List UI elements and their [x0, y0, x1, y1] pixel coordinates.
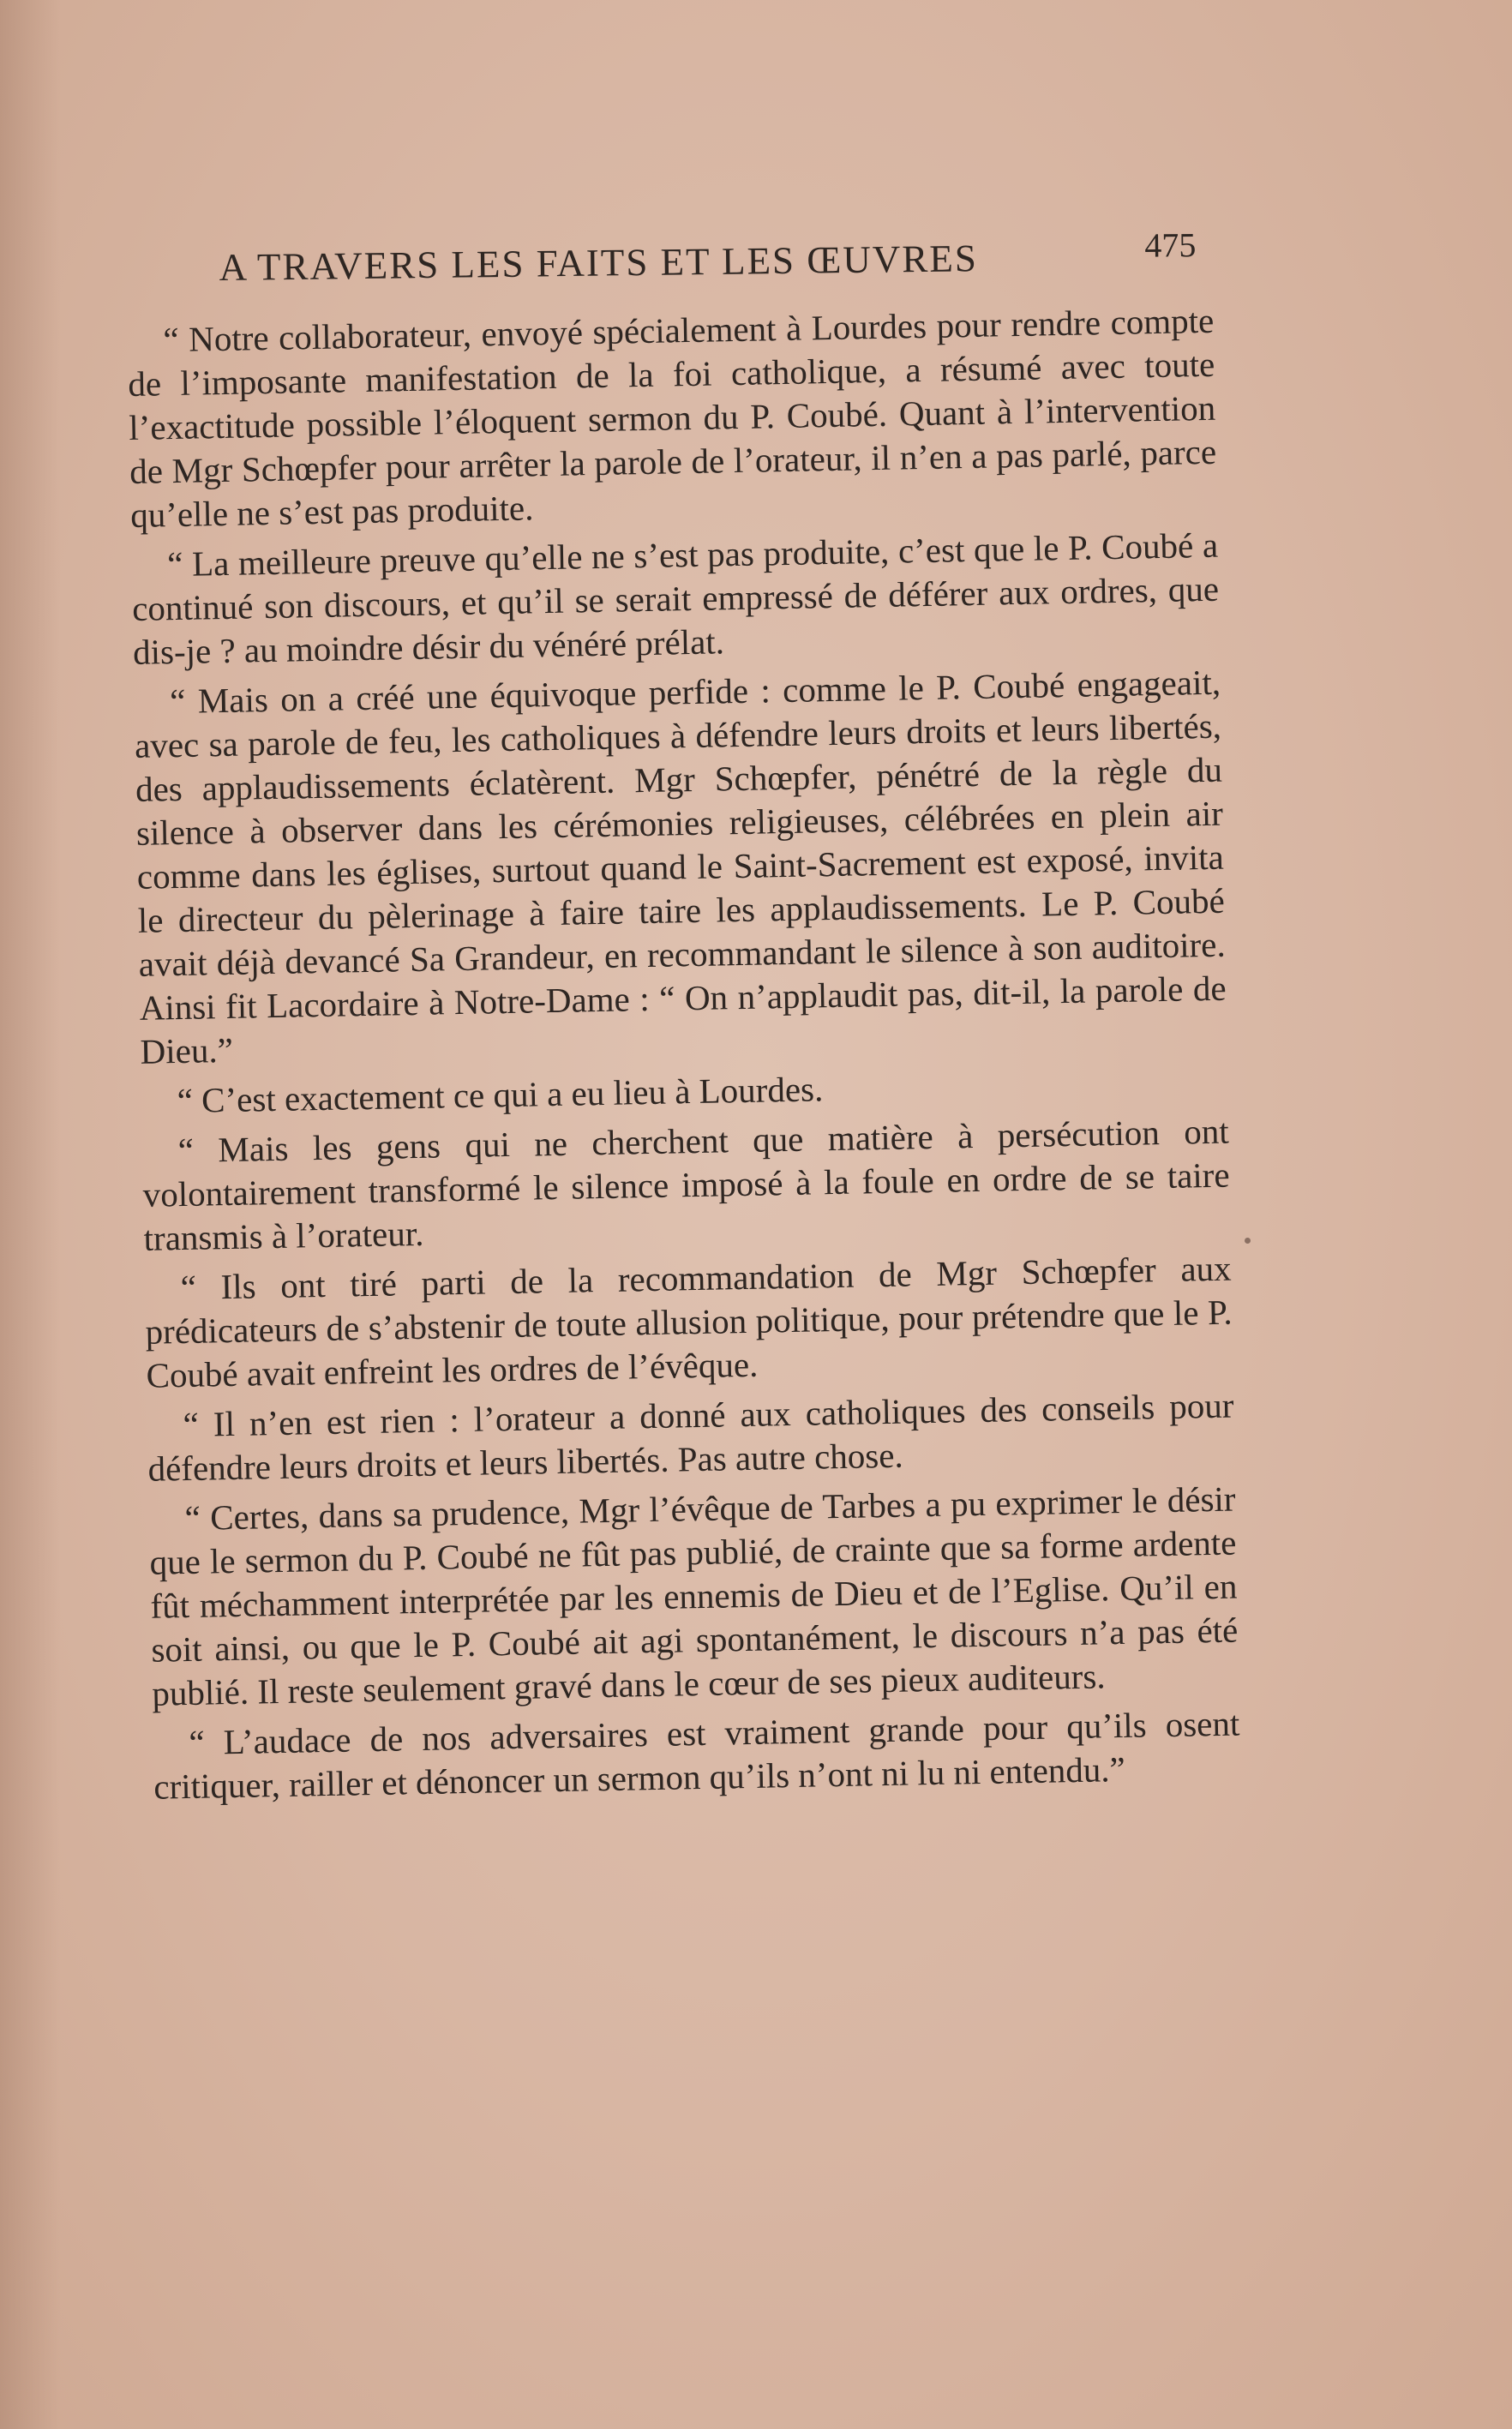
page-number: 475 — [1144, 225, 1197, 265]
running-title: A TRAVERS LES FAITS ET LES ŒUVRES — [219, 237, 979, 289]
paragraph-4: “ C’est exactement ce qui a eu lieu à Lourdes. — [177, 1069, 824, 1121]
paragraph-5: “ Mais les gens qui ne cherchent que matière à persécution ont volontairement transformé le silence imposé à la foule en ordre de se taire transmis à l’orateur. — [142, 1111, 1230, 1258]
body-text — [127, 299, 1241, 1815]
paragraph-2: “ La meilleure preuve qu’elle ne s’est pas produite, c’est que le P. Coubé a continué son discours, et qu’il se serait empressé de déférer aux ordres, que dis-je ? au moindre désir du vénéré prélat. — [131, 525, 1220, 672]
running-head — [219, 218, 1205, 298]
paragraph-6: “ Ils ont tiré parti de la recommandation de Mgr Schœpfer aux prédicateurs de s’abstenir de toute allusion politique, pour prétendre que le P. Coubé avait enfreint les ordres de l’évêque. — [145, 1248, 1233, 1395]
page-gutter-shadow — [0, 0, 60, 2429]
paragraph-1: “ Notre collaborateur, envoyé spécialement à Lourdes pour rendre compte de l’imposante manifestation de la foi catholique, a résumé avec toute l’exactitude possible l’éloquent sermon du P. Coubé. Quant à l’intervention de Mgr Schœpfer pour arrêter la parole de l’orateur, il n’en a pas parlé, parce qu’elle ne s’est pas produite. — [127, 300, 1217, 535]
paper-speck — [1245, 1238, 1251, 1244]
paragraph-9: “ L’audace de nos adversaires est vraiment grande pour qu’ils osent critiquer, railler et dénoncer un sermon qu’ils n’ont ni lu ni entendu.” — [153, 1703, 1240, 1807]
paragraph-3: “ Mais on a créé une équivoque perfide : comme le P. Coubé engageait, avec sa parole de feu, les catholiques à défendre leurs droits et leurs libertés, des applaudissements éclatèrent. Mgr Schœpfer, pénétré de la règle du silence à observer dans les cérémonies religieuses, célébrées en plein air comme dans les églises, surtout quand le Saint-Sacrement est exposé, invita le directeur du pèlerinage à faire taire les applaudissements. Le P. Coubé avait déjà devancé Sa Grandeur, en recommandant le silence à son auditoire. Ainsi fit Lacordaire à Notre-Dame : “ On n’applaudit pas, dit-il, la parole de Dieu.” — [134, 662, 1227, 1071]
paragraph-8: “ Certes, dans sa prudence, Mgr l’évêque de Tarbes a pu exprimer le désir que le sermon du P. Coubé ne fût pas publié, de crainte que sa forme ardente fût méchamment interprétée par les ennemis de Dieu et de l’Eglise. Qu’il en soit ainsi, ou que le P. Coubé ait agi spontanément, le discours n’a pas été publié. Il reste seulement gravé dans le cœur de ses pieux auditeurs. — [149, 1478, 1239, 1713]
paragraph-7: “ Il n’en est rien : l’orateur a donné aux catholiques des conseils pour défendre leurs droits et leurs libertés. Pas autre chose. — [147, 1385, 1234, 1489]
